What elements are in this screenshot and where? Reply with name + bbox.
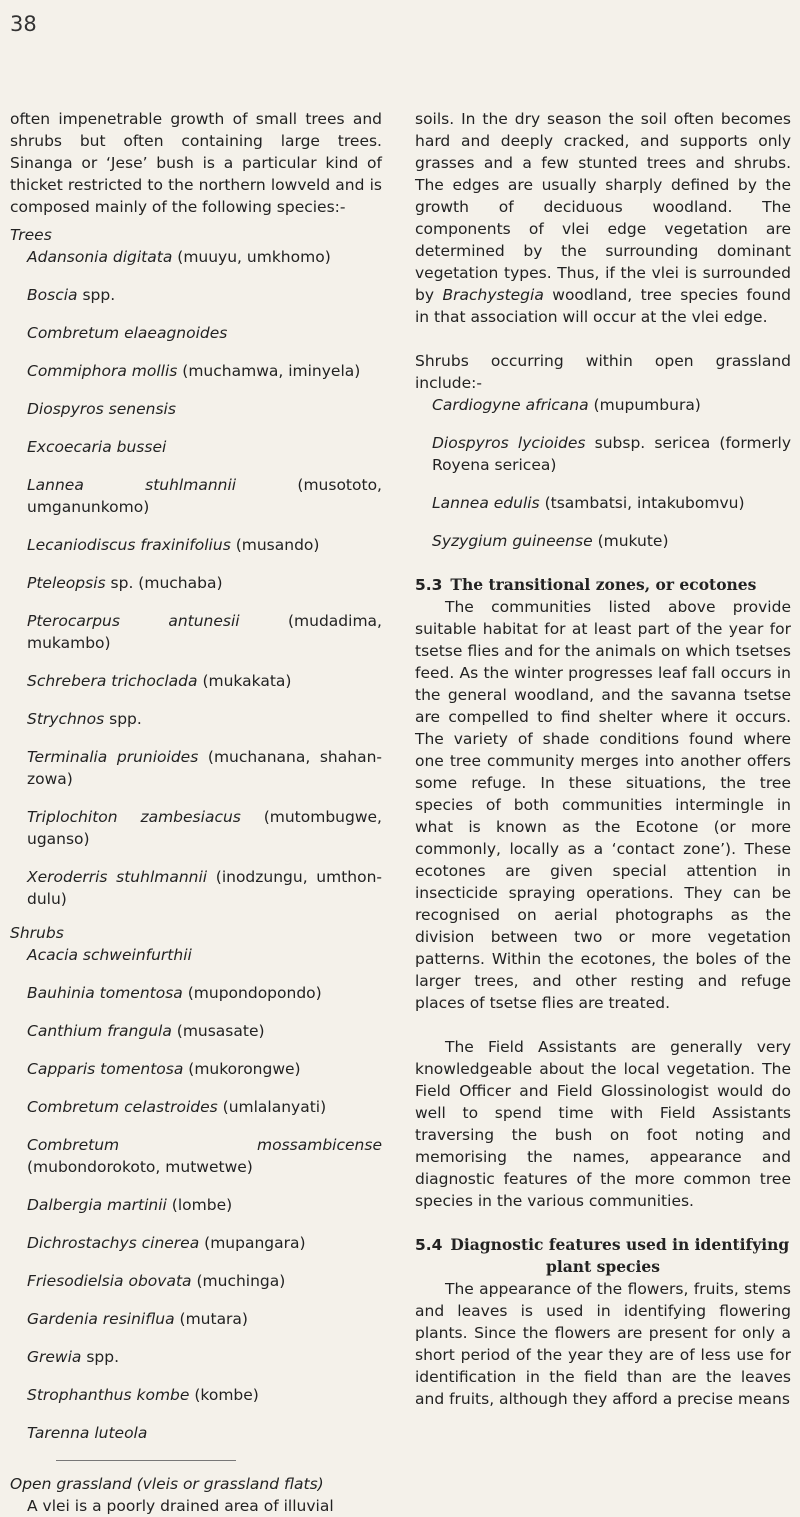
species-name: Lecaniodiscus fraxinifolius	[27, 536, 231, 554]
species-name: Diospyros lycioides	[432, 434, 586, 452]
species-entry	[432, 432, 791, 476]
trees-list	[10, 246, 382, 910]
trees-heading: Trees	[10, 226, 52, 244]
species-local-name: subsp. sericea (formerly Royena sericea)	[432, 434, 792, 474]
species-name: Schrebera trichoclada	[27, 672, 198, 690]
section-5-3-title: The transitional zones, or ecotones	[450, 575, 757, 594]
species-local-name: (muchamwa, iminyela)	[182, 362, 361, 380]
species-entry	[27, 572, 382, 594]
species-entry	[27, 1346, 382, 1368]
species-local-name: (umlalanyati)	[222, 1098, 327, 1116]
species-name: Pteleopsis	[27, 574, 106, 592]
species-name: Dichrostachys cinerea	[27, 1234, 200, 1252]
species-name: Canthium frangula	[27, 1022, 172, 1040]
section-5-3-number: 5.3	[415, 576, 443, 594]
species-name: Friesodielsia obovata	[27, 1272, 192, 1290]
section-5-4-paragraph-1: The appearance of the flowers, fruits, stems and leaves is used in identifying flowering plants. Since the flowers are present for only a short period of the year they are of less use for identification in the field than are the leaves and fruits, although they afford a precise means	[415, 1280, 791, 1408]
species-local-name: (muuyu, umkhomo)	[177, 248, 331, 266]
intro-paragraph: often impenetrable growth of small trees and shrubs but often containing large trees. Sinanga or ‘Jese’ bush is a particular kind of thicket restricted to the northern lowveld and is composed mainly of the following species:-	[10, 110, 382, 216]
species-entry	[27, 1020, 382, 1042]
species-name: Capparis tomentosa	[27, 1060, 184, 1078]
species-name: Grewia	[27, 1348, 82, 1366]
species-name: Combretum mossambicense	[27, 1136, 382, 1154]
species-local-name: (musasate)	[176, 1022, 265, 1040]
species-name: Xeroderris stuhlmannii	[27, 868, 208, 886]
species-local-name: (muchinga)	[196, 1272, 286, 1290]
species-entry	[27, 944, 382, 966]
section-5-4-title-line2: plant species	[546, 1257, 660, 1276]
species-local-name: spp.	[82, 286, 116, 304]
species-entry	[27, 708, 382, 730]
species-local-name: (mukakata)	[202, 672, 292, 690]
species-local-name: (tsambatsi, intakubomvu)	[544, 494, 745, 512]
species-entry	[27, 1270, 382, 1292]
species-entry	[432, 394, 791, 416]
species-name: Cardiogyne africana	[432, 396, 589, 414]
species-local-name: (musototo, umganunkomo)	[27, 476, 382, 516]
section-5-4-number: 5.4	[415, 1236, 443, 1254]
species-name: Tarenna luteola	[27, 1424, 148, 1442]
grassland-shrubs-list	[415, 394, 791, 552]
species-local-name: (mubondorokoto, mutwetwe)	[27, 1158, 253, 1176]
species-entry	[27, 436, 382, 458]
species-name: Gardenia resiniflua	[27, 1310, 175, 1328]
section-5-4-heading	[415, 1234, 791, 1278]
species-name: Triplochiton zambesiacus	[27, 808, 241, 826]
species-entry	[27, 1194, 382, 1216]
species-entry	[27, 1096, 382, 1118]
species-entry	[27, 534, 382, 556]
species-name: Bauhinia tomentosa	[27, 984, 183, 1002]
species-local-name: (mudadima, mukambo)	[27, 612, 382, 652]
shrubs-intro: Shrubs occurring within open grassland include:-	[415, 352, 791, 392]
species-local-name: (muchanana, shahan-zowa)	[27, 748, 382, 788]
species-name: Combretum elaeagnoides	[27, 324, 228, 342]
species-entry	[27, 1058, 382, 1080]
species-name: Strychnos	[27, 710, 105, 728]
species-name: Terminalia prunioides	[27, 748, 199, 766]
species-name: Adansonia digitata	[27, 248, 173, 266]
soils-paragraph: soils. In the dry season the soil often becomes hard and deeply cracked, and supports only grasses and a few stunted trees and shrubs. The edges are usually sharply defined by the growth of deciduous woodland. The components of vlei edge vegetation are determined by the surrounding dominant vegetation types. Thus, if the vlei is surrounded by Brachystegia woodland, tree species found in that association will occur at the vlei edge.	[415, 110, 791, 326]
species-name: Excoecaria bussei	[27, 438, 167, 456]
shrubs-heading: Shrubs	[10, 924, 64, 942]
species-local-name: (mupangara)	[204, 1234, 306, 1252]
species-local-name: (mutombugwe, uganso)	[27, 808, 382, 848]
species-name: Syzygium guineense	[432, 532, 593, 550]
species-name: Commiphora mollis	[27, 362, 178, 380]
species-name: Strophanthus kombe	[27, 1386, 190, 1404]
section-5-3-heading	[415, 574, 791, 596]
species-local-name: (musando)	[235, 536, 320, 554]
species-name: Boscia	[27, 286, 78, 304]
species-local-name: (kombe)	[194, 1386, 259, 1404]
species-local-name: (mupumbura)	[593, 396, 701, 414]
species-local-name: (inodzungu, umthon-dulu)	[27, 868, 382, 908]
species-entry	[27, 746, 382, 790]
species-name: Diospyros senensis	[27, 400, 176, 418]
species-entry	[27, 284, 382, 306]
species-entry	[27, 246, 382, 268]
species-entry	[27, 670, 382, 692]
divider-rule	[56, 1460, 236, 1461]
species-local-name: (mutara)	[179, 1310, 248, 1328]
species-name: Dalbergia martinii	[27, 1196, 167, 1214]
species-entry	[27, 1232, 382, 1254]
species-entry	[27, 360, 382, 382]
species-entry	[27, 806, 382, 850]
section-5-3-paragraph-1: The communities listed above provide suitable habitat for at least part of the year for tsetse flies and for the animals on which tsetses feed. As the winter progresses leaf fall occurs in the general woodland, and the savanna tsetse are compelled to find shelter where it occurs. The variety of shade conditions found where one tree community merges into another offers some refuge. In these situations, the tree species of both communities intermingle in what is known as the Ecotone (or more commonly, locally as a ‘contact zone’). These ecotones are given special attention in insecticide spraying operations. They can be recognised on aerial photographs as the division between two or more vegetation patterns. Within the ecotones, the boles of the larger trees, and other resting and refuge places of tsetse flies are treated.	[415, 598, 791, 1012]
grassland-heading: Open grassland (vleis or grassland flats)	[10, 1475, 324, 1493]
species-local-name: (mupondopondo)	[187, 984, 322, 1002]
species-entry	[27, 1384, 382, 1406]
species-name: Acacia schweinfurthii	[27, 946, 192, 964]
species-name: Combretum celastroides	[27, 1098, 218, 1116]
shrubs-list	[10, 944, 382, 1444]
species-local-name: spp.	[109, 710, 142, 728]
species-name: Lannea stuhlmannii	[27, 476, 237, 494]
species-entry	[27, 322, 382, 344]
species-entry	[27, 474, 382, 518]
species-local-name: (lombe)	[171, 1196, 233, 1214]
species-entry	[27, 982, 382, 1004]
section-5-3-paragraph-2: The Field Assistants are generally very knowledgeable about the local vegetation. The Field Officer and Field Glossinologist would do well to spend time with Field Assistants traversing the bush on foot noting and memorising the names, appearance and diagnostic features of the more common tree species in the various communities.	[415, 1038, 791, 1210]
species-entry	[27, 866, 382, 910]
right-column	[415, 108, 791, 1410]
species-entry	[432, 530, 791, 552]
species-name: Pterocarpus antunesii	[27, 612, 240, 630]
species-entry	[27, 1308, 382, 1330]
species-name: Lannea edulis	[432, 494, 540, 512]
section-5-4-title-line1: Diagnostic features used in identifying	[450, 1235, 790, 1254]
species-entry	[27, 1134, 382, 1178]
species-entry	[432, 492, 791, 514]
species-local-name: sp. (muchaba)	[110, 574, 223, 592]
species-entry	[27, 1422, 382, 1444]
species-local-name: (mukorongwe)	[188, 1060, 301, 1078]
species-local-name: (mukute)	[597, 532, 669, 550]
grassland-text: A vlei is a poorly drained area of illuvial	[27, 1497, 334, 1515]
species-entry	[27, 398, 382, 420]
page-number: 38	[10, 12, 37, 36]
species-local-name: spp.	[86, 1348, 120, 1366]
species-entry	[27, 610, 382, 654]
